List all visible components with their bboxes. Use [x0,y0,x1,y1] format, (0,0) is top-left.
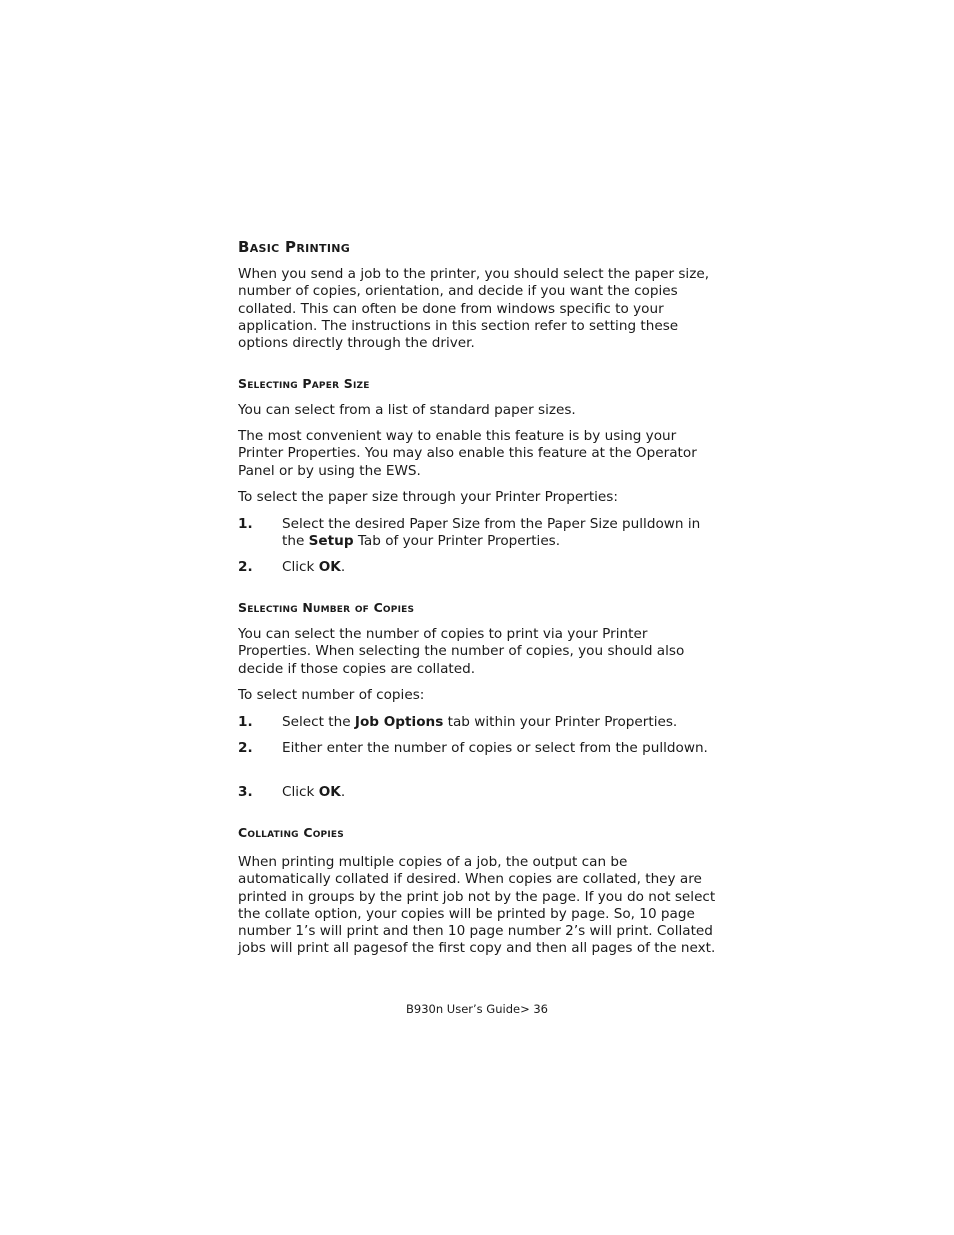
heading-basic-printing: Basic Printing [238,238,351,256]
step-number: 1. [238,516,253,532]
paper-size-paragraph-3: To select the paper size through your Printer Properties: [238,489,618,505]
step-number: 1. [238,714,253,730]
copies-paragraph-1: You can select the number of copies to print via your Printer Properties. When selecting the number of copies, you should also decide if those copies are collated. [238,626,685,677]
step-number: 3. [238,784,253,800]
heading-collating-copies: Collating Copies [238,825,344,840]
copies-step [238,740,718,757]
step-text: Select the Job Options tab within your Printer Properties. [282,714,678,730]
page-footer: B930n User’s Guide> 36 [406,1002,548,1016]
copies-step [238,784,718,801]
basic-printing-intro: When you send a job to the printer, you should select the paper size, number of copies, orientation, and decide if you want the copies collated. This can often be done from windows specific to your application. The instructions in this section refer to setting these options directly through the driver. [238,266,710,352]
paper-size-paragraph-2: The most convenient way to enable this feature is by using your Printer Properties. You may also enable this feature at the Operator Panel or by using the EWS. [238,428,697,479]
paper-size-step [238,559,718,576]
paper-size-step [238,516,718,551]
collating-paragraph: When printing multiple copies of a job, the output can be automatically collated if desired. When copies are collated, they are printed in groups by the print job not by the page. If you do not select the collate option, your copies will be printed by page. So, 10 page number 1’s will print and then 10 page number 2’s will print. Collated jobs will print all pagesof the first copy and then all pages of the next. [238,854,716,957]
paper-size-paragraph-1: You can select from a list of standard paper sizes. [238,402,576,418]
heading-selecting-number-of-copies: Selecting Number of Copies [238,600,415,615]
step-text: Select the desired Paper Size from the Paper Size pulldown in the Setup Tab of your Printer Properties. [282,516,701,550]
step-text: Click OK. [282,784,346,800]
copies-paragraph-2: To select number of copies: [238,687,425,703]
copies-step [238,714,718,731]
step-text: Either enter the number of copies or select from the pulldown. [282,740,708,756]
heading-selecting-paper-size: Selecting Paper Size [238,376,370,391]
step-text: Click OK. [282,559,346,575]
step-number: 2. [238,740,253,756]
step-number: 2. [238,559,253,575]
